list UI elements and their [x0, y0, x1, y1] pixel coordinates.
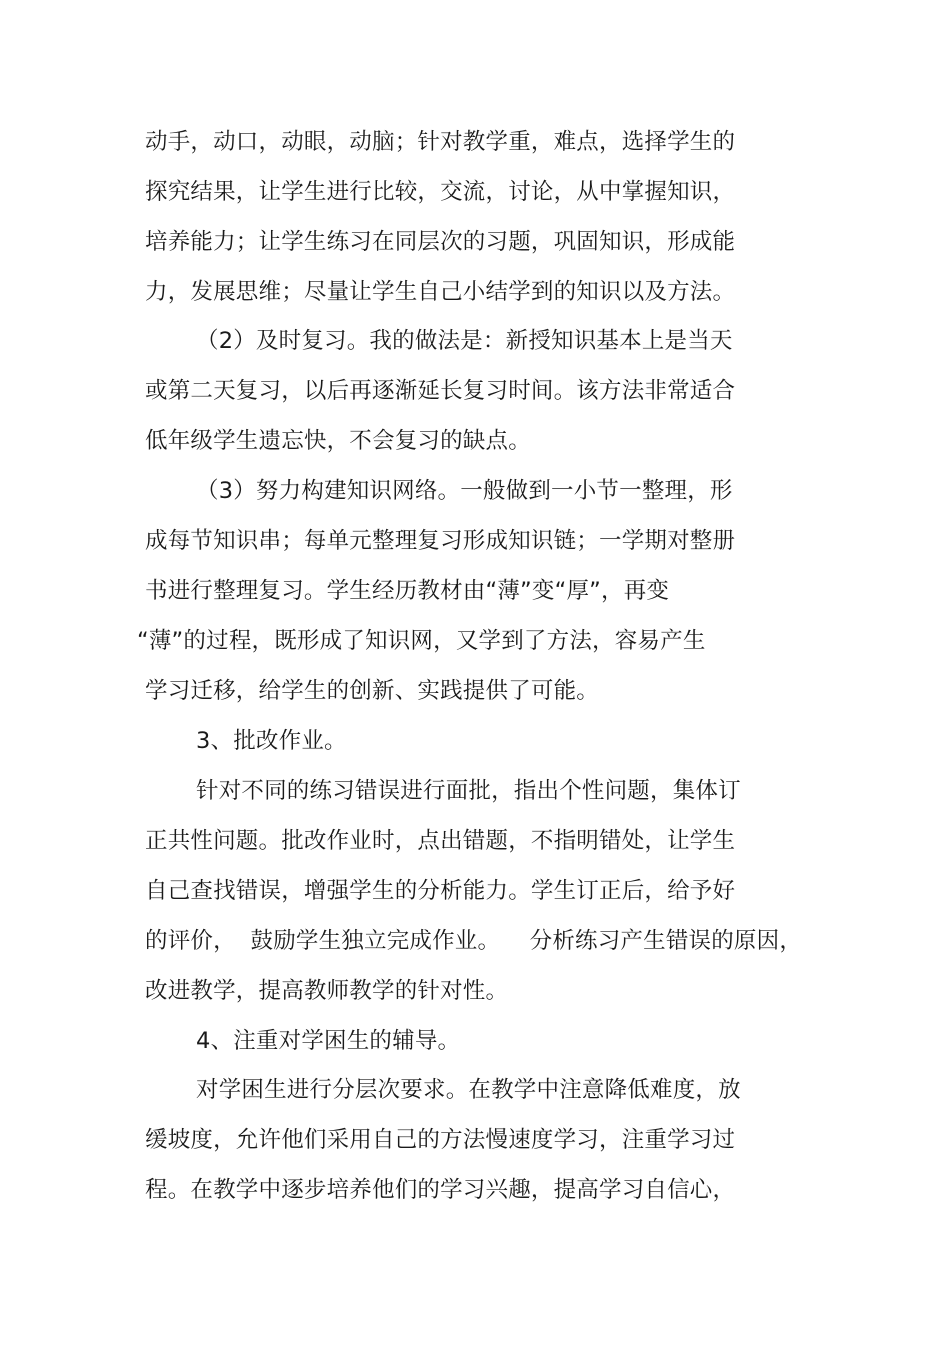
- text-line: 培养能力；让学生练习在同层次的习题，巩固知识，形成能: [145, 229, 736, 255]
- text-line: “薄”的过程，既形成了知识网，又学到了方法，容易产生: [137, 628, 706, 654]
- text-line: 低年级学生遗忘快，不会复习的缺点。: [145, 428, 531, 454]
- section-heading: 4、注重对学困生的辅导。: [196, 1028, 461, 1054]
- text-line: 对学困生进行分层次要求。在教学中注意降低难度，放: [196, 1077, 741, 1103]
- text-line: 或第二天复习，以后再逐渐延长复习时间。该方法非常适合: [145, 378, 736, 404]
- text-line: 改进教学，提高教师教学的针对性。: [145, 978, 509, 1004]
- text-line: 动手，动口，动眼，动脑；针对教学重，难点，选择学生的: [145, 129, 736, 155]
- text-line: 正共性问题。批改作业时，点出错题，不指明错处，让学生: [145, 828, 736, 854]
- text-line: 自己查找错误，增强学生的分析能力。学生订正后，给予好: [145, 878, 736, 904]
- text-line: 成每节知识串；每单元整理复习形成知识链；一学期对整册: [145, 528, 736, 554]
- text-line: 探究结果，让学生进行比较，交流，讨论，从中掌握知识，: [145, 179, 736, 205]
- text-line: （2）及时复习。我的做法是：新授知识基本上是当天: [196, 328, 733, 354]
- text-line: （3）努力构建知识网络。一般做到一小节一整理，形: [196, 478, 733, 504]
- text-line: 的评价， 鼓励学生独立完成作业。 分析练习产生错误的原因，: [145, 928, 803, 954]
- text-line: 书进行整理复习。学生经历教材由“薄”变“厚”，再变: [145, 578, 670, 604]
- text-line: 针对不同的练习错误进行面批，指出个性问题，集体订: [196, 778, 741, 804]
- text-line: 程。在教学中逐步培养他们的学习兴趣，提高学习自信心，: [145, 1177, 736, 1203]
- section-heading: 3、批改作业。: [196, 728, 347, 754]
- text-line: 学习迁移，给学生的创新、实践提供了可能。: [145, 678, 600, 704]
- text-line: 缓坡度，允许他们采用自己的方法慢速度学习，注重学习过: [145, 1127, 736, 1153]
- text-line: 力，发展思维；尽量让学生自己小结学到的知识以及方法。: [145, 279, 736, 305]
